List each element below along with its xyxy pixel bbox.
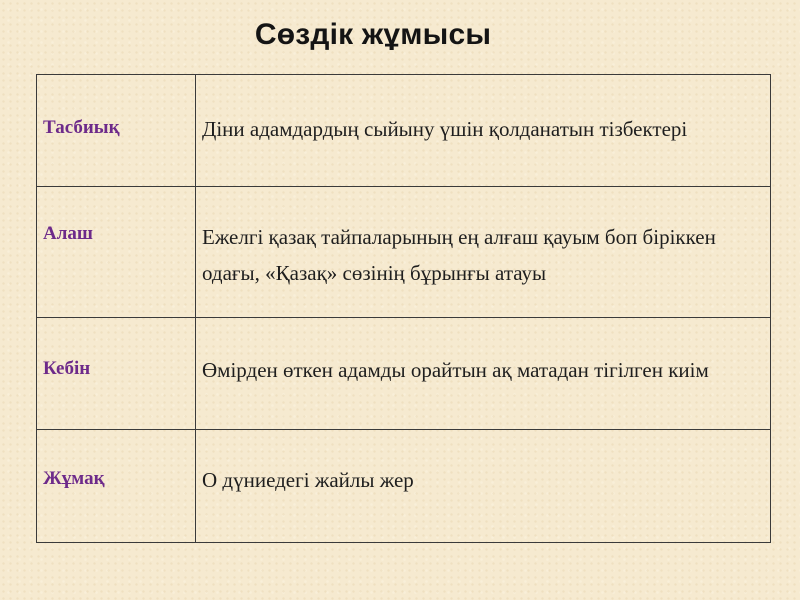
table-row bbox=[37, 187, 771, 318]
definition-text: Ежелгі қазақ тайпаларының ең алғаш қауым боп біріккен одағы, «Қазақ» сөзінің бұрынғы атауы bbox=[202, 225, 716, 285]
term-text: Тасбиық bbox=[43, 117, 120, 138]
slide-title: Сөздік жұмысы bbox=[254, 18, 492, 51]
term-text: Алаш bbox=[43, 223, 93, 244]
vocabulary-table bbox=[36, 74, 771, 543]
table-row bbox=[37, 318, 771, 430]
definition-cell bbox=[196, 318, 771, 430]
term-text: Кебін bbox=[43, 358, 91, 379]
term-cell bbox=[37, 430, 196, 543]
term-cell bbox=[37, 187, 196, 318]
definition-cell bbox=[196, 187, 771, 318]
definition-text: О дүниедегі жайлы жер bbox=[202, 468, 414, 492]
definition-text: Діни адамдардың сыйыну үшін қолданатын тізбектері bbox=[202, 117, 688, 141]
definition-cell bbox=[196, 75, 771, 187]
term-cell bbox=[37, 318, 196, 430]
definition-text: Өмірден өткен адамды орайтын ақ матадан тігілген киім bbox=[202, 358, 709, 382]
definition-cell bbox=[196, 430, 771, 543]
table-row bbox=[37, 75, 771, 187]
term-text: Жұмақ bbox=[43, 468, 105, 489]
table-row bbox=[37, 430, 771, 543]
term-cell bbox=[37, 75, 196, 187]
